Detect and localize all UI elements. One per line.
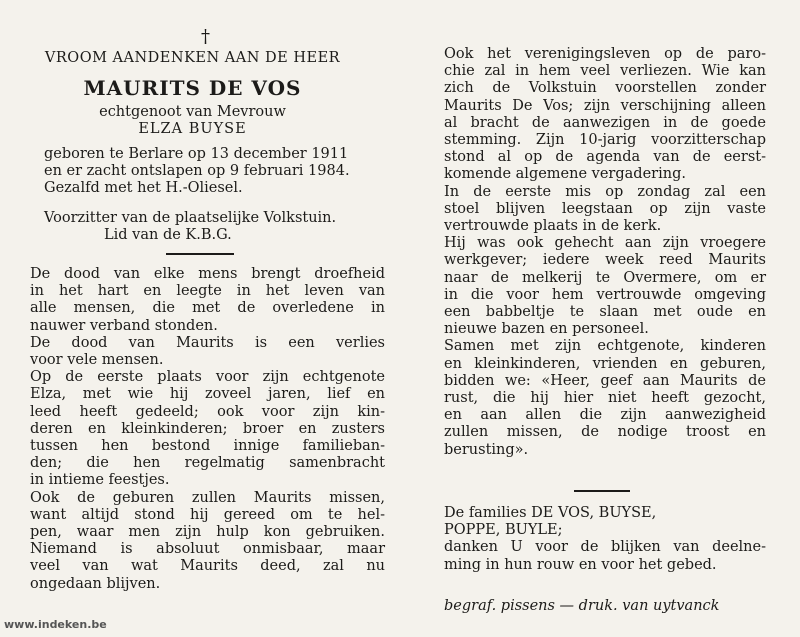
text-line: want altijd stond hij gereed om te hel-	[30, 506, 385, 523]
printer-credit: begraf. pissens — druk. van uytvanck	[444, 598, 720, 614]
card-heading: VROOM AANDENKEN AAN DE HEER	[44, 50, 341, 66]
text-line: ming in hun rouw en voor het gebed.	[444, 556, 717, 573]
roles-block	[44, 210, 364, 244]
text-line: ongedaan blijven.	[30, 575, 161, 592]
text-line: een babbeltje te slaan met oude en	[444, 304, 766, 321]
text-line: nauwer verband stonden.	[30, 317, 218, 334]
bio-line: Gezalfd met het H.-Oliesel.	[44, 180, 243, 196]
text-line: alle mensen, die met de overledene in	[30, 300, 385, 317]
text-line: Ook de geburen zullen Maurits missen,	[30, 489, 385, 506]
left-text-column	[30, 266, 385, 593]
text-line: stoel blijven leegstaan op zijn vaste	[444, 200, 766, 217]
text-line: komende algemene vergadering.	[444, 166, 686, 183]
text-line: den; die hen regelmatig samenbracht	[30, 455, 385, 472]
text-line: tussen hen bestond innige familieban-	[30, 438, 385, 455]
text-line: deren en kleinkinderen; broer en zusters	[30, 420, 385, 437]
text-line: bidden we: «Heer, geef aan Maurits de	[444, 372, 766, 389]
right-divider	[574, 490, 630, 492]
cross-symbol: †	[201, 26, 210, 47]
biography-block	[44, 146, 364, 197]
text-line: POPPE, BUYLE;	[444, 522, 563, 539]
spouse-label: echtgenoot van Mevrouw	[99, 104, 286, 120]
text-line: leed heeft gedeeld; ook voor zijn kin-	[30, 403, 385, 420]
text-line: en kleinkinderen, vrienden en geburen,	[444, 355, 766, 372]
text-line: De dood van Maurits is een verlies	[30, 334, 385, 351]
deceased-name: MAURITS DE VOS	[83, 76, 302, 100]
text-line: naar de melkerij te Overmere, om er	[444, 269, 766, 286]
left-divider	[166, 253, 234, 255]
text-line: De dood van elke mens brengt droefheid	[30, 266, 385, 282]
right-text-column	[444, 46, 766, 459]
text-line: stemming. Zijn 10-jarig voorzitterschap	[444, 132, 766, 149]
text-line: vertrouwde plaats in de kerk.	[444, 218, 662, 235]
text-line: Niemand is absoluut onmisbaar, maar	[30, 541, 385, 558]
text-line: stond al op de agenda van de eerst-	[444, 149, 766, 166]
bio-line: en er zacht ontslapen op 9 februari 1984.	[44, 163, 350, 179]
text-line: Maurits De Vos; zijn verschijning alleen	[444, 97, 766, 114]
text-line: al bracht de aanwezigen in de goede	[444, 114, 766, 131]
text-line: Elza, met wie hij zoveel jaren, lief en	[30, 386, 385, 403]
spouse-name: ELZA BUYSE	[138, 121, 247, 137]
text-line: zullen missen, de nodige troost en	[444, 424, 766, 441]
text-line: Ook het verenigingsleven op de paro-	[444, 46, 766, 62]
text-line: De families DE VOS, BUYSE,	[444, 505, 657, 521]
text-line: pen, waar men zijn hulp kon gebruiken.	[30, 524, 385, 541]
text-line: zich de Volkstuin voorstellen zonder	[444, 80, 766, 97]
text-line: voor vele mensen.	[30, 352, 164, 369]
text-line: Hij was ook gehecht aan zijn vroegere	[444, 235, 766, 252]
text-line: in intieme feestjes.	[30, 472, 170, 489]
role-line: Voorzitter van de plaatselijke Volkstuin.	[44, 210, 337, 226]
role-line: Lid van de K.B.G.	[104, 227, 232, 243]
text-line: nieuwe bazen en personeel.	[444, 321, 649, 338]
text-line: chie zal in hem veel verliezen. Wie kan	[444, 63, 766, 80]
text-line: en aan allen die zijn aanwezigheid	[444, 407, 766, 424]
text-line: rust, die hij hier niet heeft gezocht,	[444, 390, 766, 407]
bio-line: geboren te Berlare op 13 december 1911	[44, 146, 349, 162]
text-line: danken U voor de blijken van deelne-	[444, 539, 766, 556]
families-block	[444, 505, 766, 574]
text-line: veel van wat Maurits deed, zal nu	[30, 558, 385, 575]
text-line: Op de eerste plaats voor zijn echtgenote	[30, 369, 385, 386]
text-line: berusting».	[444, 441, 529, 458]
text-line: in die voor hem vertrouwde omgeving	[444, 286, 766, 303]
text-line: in het hart en leegte in het leven van	[30, 283, 385, 300]
text-line: Samen met zijn echtgenote, kinderen	[444, 338, 766, 355]
watermark: www.indeken.be	[4, 618, 107, 631]
text-line: werkgever; iedere week reed Maurits	[444, 252, 766, 269]
text-line: In de eerste mis op zondag zal een	[444, 183, 766, 200]
